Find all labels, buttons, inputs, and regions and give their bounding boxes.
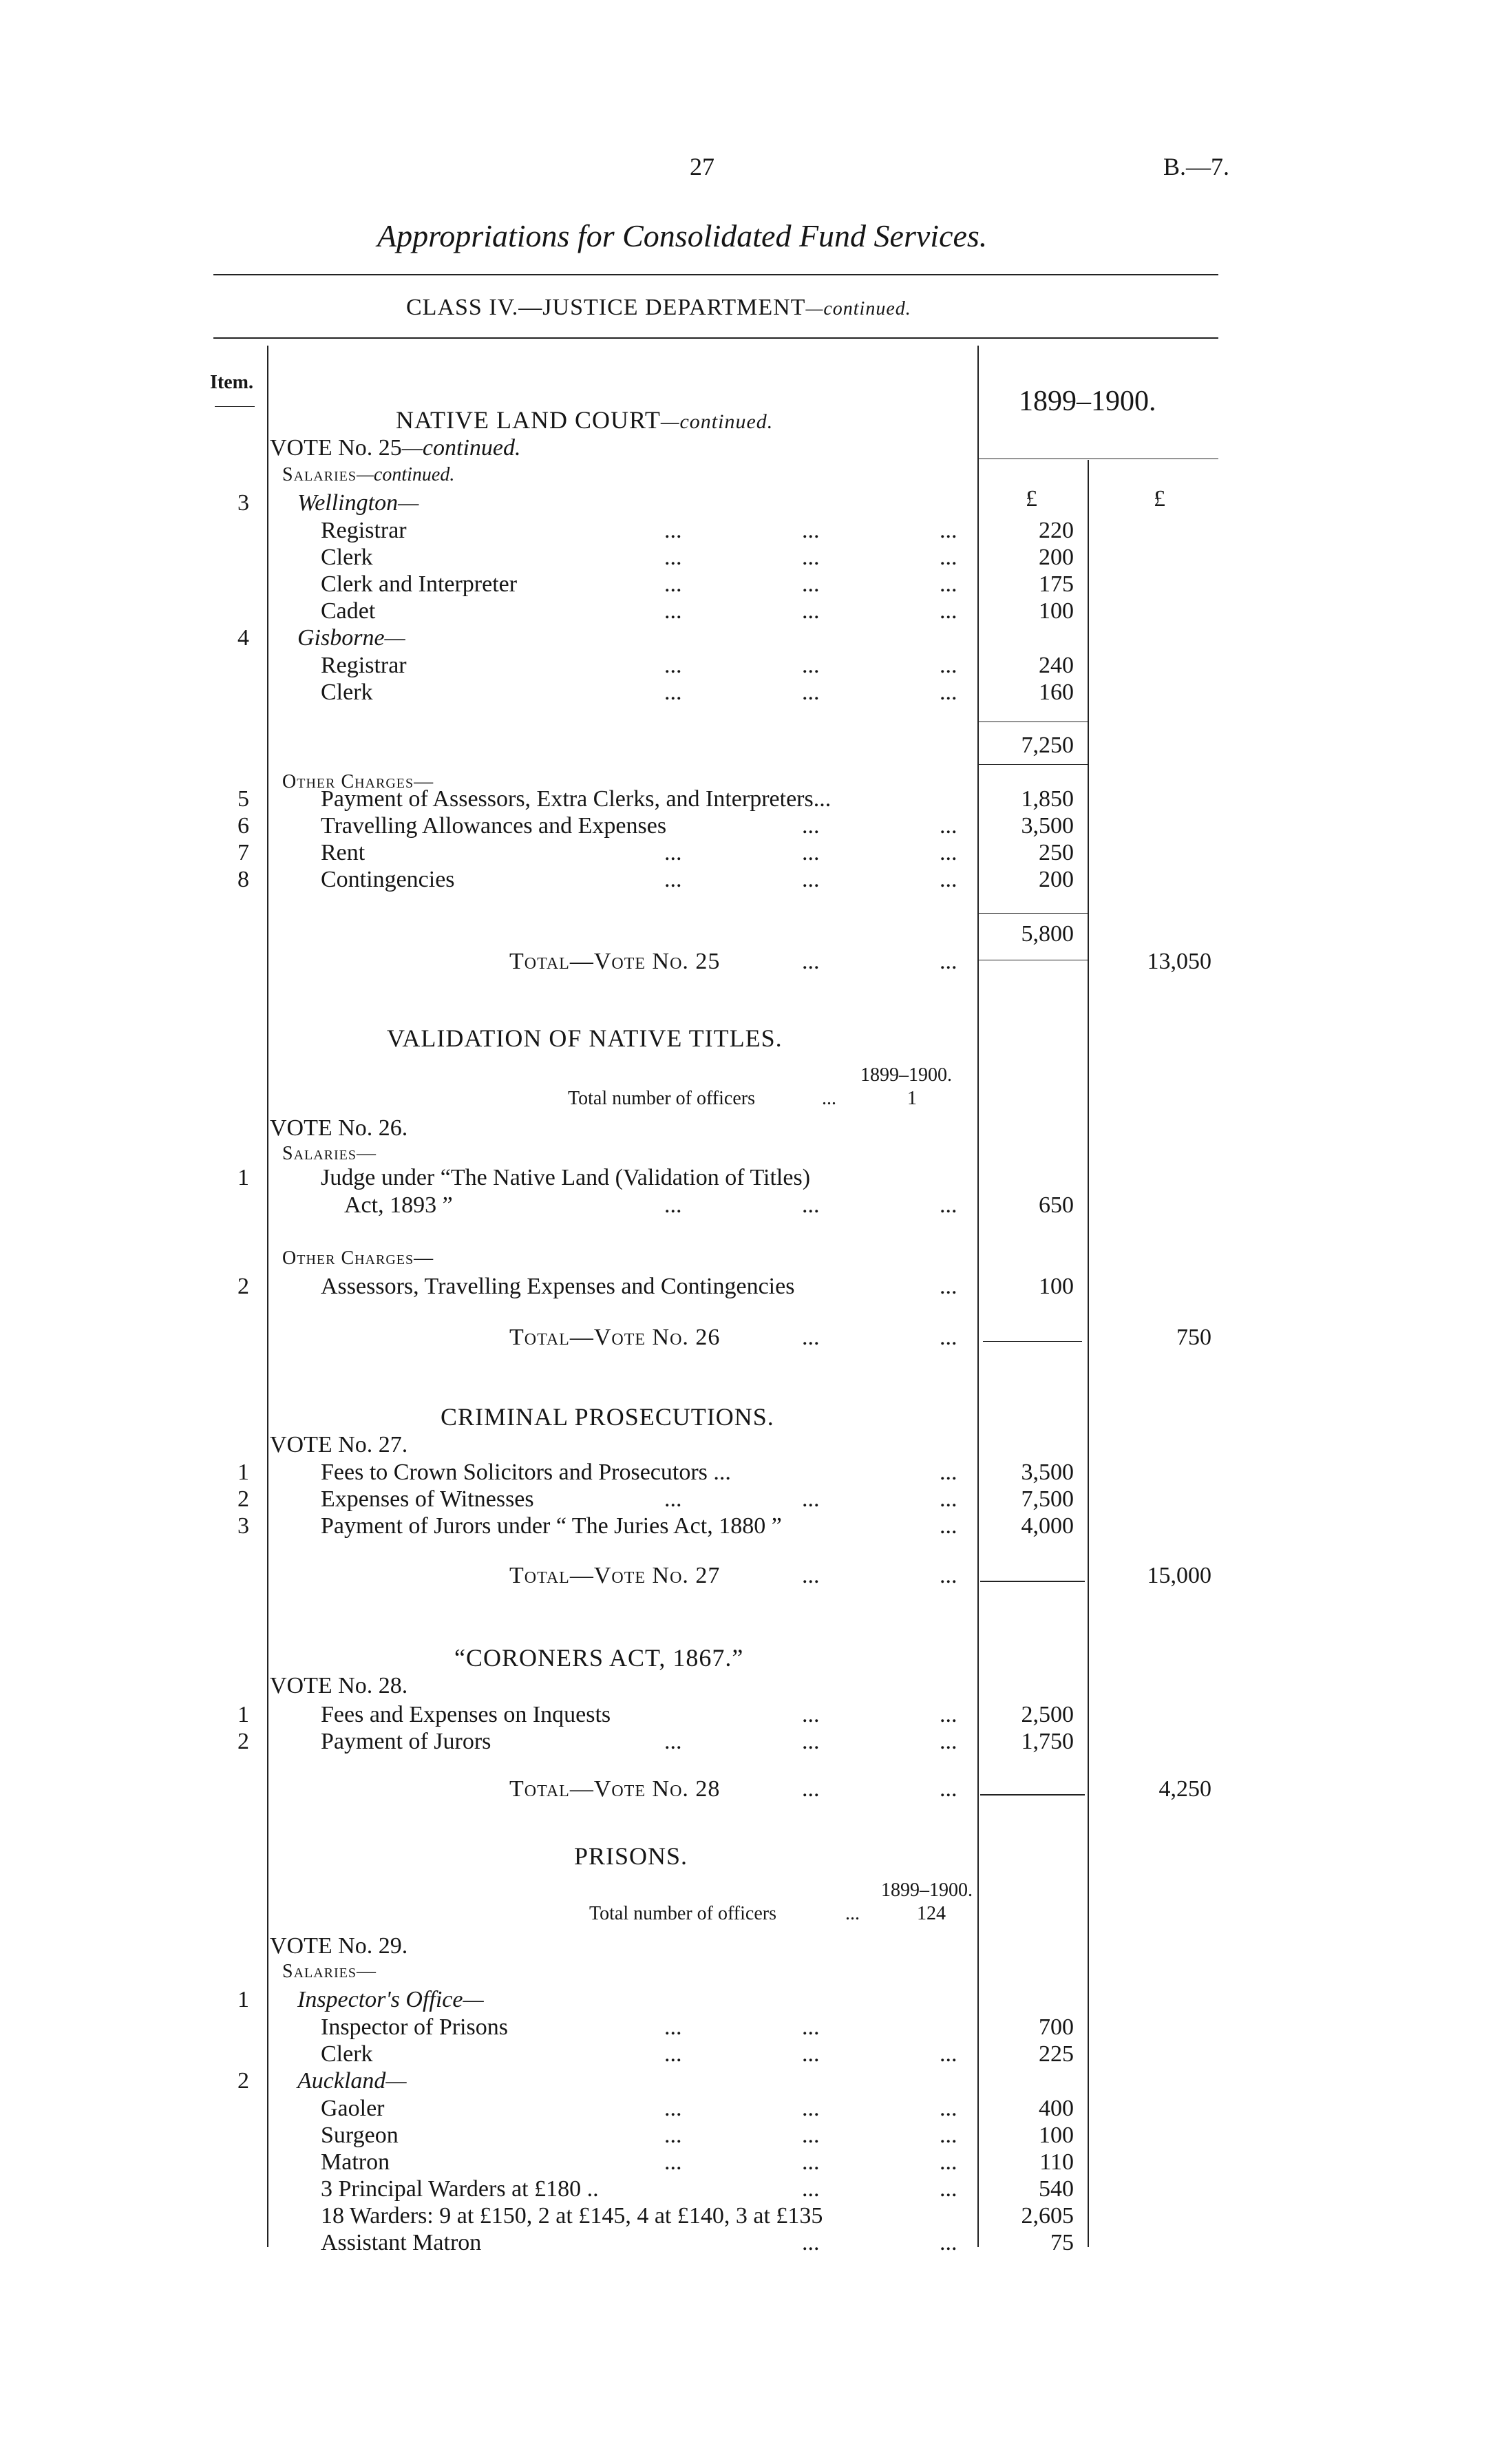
leader-dots: ... <box>664 518 682 543</box>
leader-dots: ... <box>940 518 957 543</box>
line-item-label: Travelling Allowances and Expenses <box>321 813 667 839</box>
leader-dots: ... <box>940 813 957 839</box>
leader-dots: ... <box>940 1729 957 1754</box>
line-item-amount: 4,000 <box>1021 1513 1074 1539</box>
leader-dots: ... <box>802 1729 820 1754</box>
line-item-amount: 160 <box>1039 680 1074 705</box>
subtotal-rule <box>977 764 1088 765</box>
leader-dots: ... <box>940 598 957 624</box>
line-item-amount: 220 <box>1039 518 1074 543</box>
wellington-label: Wellington— <box>297 490 419 516</box>
leader-dots: ... <box>802 1702 820 1727</box>
line-item-label-continued: Act, 1893 ” <box>344 1192 453 1218</box>
item-number: 2 <box>237 1729 249 1754</box>
leader-dots: ... <box>802 2041 820 2067</box>
other-charges-label: Other Charges— <box>282 1247 434 1269</box>
line-item-amount: 110 <box>1039 2149 1074 2175</box>
subtotal-rule <box>980 1794 1085 1796</box>
line-item-label: Clerk <box>321 680 373 705</box>
vote-total-amount: 750 <box>1176 1325 1211 1350</box>
vote-25-label: VOTE No. 25—continued. <box>270 435 521 461</box>
inspectors-office-label: Inspector's Office— <box>297 1987 484 2012</box>
leader-dots: ... <box>802 1325 820 1350</box>
leader-dots: ... <box>664 2041 682 2067</box>
leader-dots: ... <box>802 571 820 597</box>
leader-dots: ... <box>940 1513 957 1539</box>
leader-dots: ... <box>940 1192 957 1218</box>
item-number: 7 <box>237 840 249 865</box>
leader-dots: ... <box>664 545 682 570</box>
vote-total-amount: 15,000 <box>1147 1563 1211 1588</box>
leader-dots: ... <box>664 1192 682 1218</box>
page-title: Appropriations for Consolidated Fund Services. <box>377 218 988 253</box>
leader-dots: ... <box>802 518 820 543</box>
leader-dots: ... <box>802 1192 820 1218</box>
leader-dots: ... <box>802 680 820 705</box>
salaries-label: Salaries—continued. <box>282 464 455 485</box>
leader-dots: ... <box>940 2096 957 2121</box>
vote-total-label: Total—Vote No. 28 <box>509 1776 721 1802</box>
line-item-label: Matron <box>321 2149 390 2175</box>
leader-dots: ... <box>664 867 682 892</box>
line-item-label: Registrar <box>321 518 407 543</box>
officers-year: 1899–1900. <box>860 1064 952 1086</box>
vote-total-amount: 13,050 <box>1147 949 1211 974</box>
leader-dots: ... <box>802 2230 820 2255</box>
item-number: 2 <box>237 2068 249 2094</box>
leader-dots: ... <box>664 571 682 597</box>
year-column-header: 1899–1900. <box>1019 386 1156 417</box>
line-item-amount: 200 <box>1039 867 1074 892</box>
section-heading-validation-of-native-titles: VALIDATION OF NATIVE TITLES. <box>387 1024 783 1052</box>
vote-total-label: Total—Vote No. 26 <box>509 1325 721 1350</box>
line-item-label: Clerk <box>321 545 373 570</box>
leader-dots: ... <box>940 2123 957 2148</box>
class-heading: CLASS IV.—JUSTICE DEPARTMENT—continued. <box>406 295 911 320</box>
item-number: 2 <box>237 1274 249 1299</box>
line-item-amount: 75 <box>1050 2230 1074 2255</box>
line-item-amount: 3,500 <box>1021 813 1074 839</box>
leader-dots: ... <box>664 1729 682 1754</box>
line-item-label: Fees and Expenses on Inquests <box>321 1702 611 1727</box>
line-item-amount: 250 <box>1039 840 1074 865</box>
leader-dots: ... <box>940 545 957 570</box>
leader-dots: ... <box>802 545 820 570</box>
line-item-amount: 3,500 <box>1021 1460 1074 1485</box>
item-number: 3 <box>237 490 249 516</box>
line-item-label: Judge under “The Native Land (Validation of Titles) <box>321 1165 811 1190</box>
leader-dots: ... <box>802 2176 820 2202</box>
leader-dots: ... <box>802 598 820 624</box>
line-item-label: Surgeon <box>321 2123 399 2148</box>
leader-dots: ... <box>940 1460 957 1485</box>
line-item-label: Fees to Crown Solicitors and Prosecutors ... <box>321 1460 731 1485</box>
item-header-rule <box>215 406 255 407</box>
subtotal-rule <box>977 913 1088 914</box>
line-item-amount: 2,500 <box>1021 1702 1074 1727</box>
line-item-amount: 175 <box>1039 571 1074 597</box>
item-column-header: Item. <box>210 372 253 393</box>
officers-count: 1 <box>907 1088 917 1109</box>
item-number: 2 <box>237 1486 249 1512</box>
line-item-label: Inspector of Prisons <box>321 2014 508 2040</box>
leader-dots: ... <box>802 2014 820 2040</box>
line-item-amount: 240 <box>1039 653 1074 678</box>
section-heading-native-land-court: NATIVE LAND COURT—continued. <box>396 406 774 434</box>
line-item-amount: 100 <box>1039 1274 1074 1299</box>
line-item-label: Clerk <box>321 2041 373 2067</box>
vote-total-amount: 4,250 <box>1158 1776 1211 1802</box>
vote-27-label: VOTE No. 27. <box>270 1432 408 1457</box>
item-number: 1 <box>237 1987 249 2012</box>
line-item-amount: 650 <box>1039 1192 1074 1218</box>
officers-count: 124 <box>917 1903 946 1924</box>
document-reference: B.—7. <box>1163 153 1230 180</box>
leader-dots: ... <box>940 949 957 974</box>
officers-label: Total number of officers <box>589 1903 776 1924</box>
line-item-label: Gaoler <box>321 2096 385 2121</box>
leader-dots: ... <box>802 1776 820 1802</box>
leader-dots: ... <box>940 2149 957 2175</box>
officers-year: 1899–1900. <box>881 1879 973 1901</box>
pound-sign-subamount: £ <box>1026 486 1037 512</box>
salaries-label: Salaries— <box>282 1961 377 1982</box>
leader-dots: ... <box>802 653 820 678</box>
leader-dots: ... <box>802 2123 820 2148</box>
class-heading-rule <box>213 337 1218 339</box>
vote-26-label: VOTE No. 26. <box>270 1115 408 1141</box>
subamount-column-rule <box>1088 460 1089 2247</box>
leader-dots: ... <box>664 2123 682 2148</box>
leader-dots: ... <box>664 653 682 678</box>
leader-dots: ... <box>802 949 820 974</box>
other-charges-subtotal: 5,800 <box>1021 921 1074 947</box>
line-item-amount: 400 <box>1039 2096 1074 2121</box>
line-item-amount: 700 <box>1039 2014 1074 2040</box>
item-number: 4 <box>237 625 249 651</box>
leader-dots: ... <box>664 1486 682 1512</box>
leader-dots: ... <box>664 598 682 624</box>
leader-dots: ... <box>940 1776 957 1802</box>
section-heading-criminal-prosecutions: CRIMINAL PROSECUTIONS. <box>441 1403 774 1431</box>
leader-dots: ... <box>822 1088 836 1109</box>
line-item-label: Expenses of Witnesses <box>321 1486 534 1512</box>
vote-total-label: Total—Vote No. 27 <box>509 1563 721 1588</box>
line-item-amount: 200 <box>1039 545 1074 570</box>
line-item-label: Payment of Jurors <box>321 1729 491 1754</box>
line-item-amount: 2,605 <box>1021 2203 1074 2229</box>
line-item-label: Rent <box>321 840 366 865</box>
leader-dots: ... <box>664 2014 682 2040</box>
leader-dots: ... <box>802 840 820 865</box>
line-item-amount: 225 <box>1039 2041 1074 2067</box>
page-number: 27 <box>690 153 714 180</box>
item-column-rule <box>267 346 268 2247</box>
line-item-amount: 100 <box>1039 2123 1074 2148</box>
line-item-label: Assessors, Travelling Expenses and Contingencies <box>321 1274 795 1299</box>
leader-dots: ... <box>940 680 957 705</box>
line-item-label: 3 Principal Warders at £180 .. <box>321 2176 599 2202</box>
item-number: 1 <box>237 1460 249 1485</box>
leader-dots: ... <box>940 571 957 597</box>
line-item-amount: 1,850 <box>1021 786 1074 812</box>
line-item-label: Assistant Matron <box>321 2230 482 2255</box>
line-item-label: Contingencies <box>321 867 455 892</box>
leader-dots: ... <box>802 1486 820 1512</box>
leader-dots: ... <box>664 840 682 865</box>
leader-dots: ... <box>940 1325 957 1350</box>
leader-dots: ... <box>802 2149 820 2175</box>
auckland-label: Auckland— <box>297 2068 407 2094</box>
gisborne-label: Gisborne— <box>297 625 405 651</box>
leader-dots: ... <box>940 1563 957 1588</box>
line-item-amount: 7,500 <box>1021 1486 1074 1512</box>
other-charges-label: Other Charges— <box>282 771 434 792</box>
item-number: 3 <box>237 1513 249 1539</box>
leader-dots: ... <box>940 1486 957 1512</box>
item-number: 6 <box>237 813 249 839</box>
leader-dots: ... <box>940 2176 957 2202</box>
item-number: 1 <box>237 1702 249 1727</box>
pound-sign-total: £ <box>1154 486 1165 512</box>
section-heading-prisons: PRISONS. <box>574 1842 688 1870</box>
subtotal-rule <box>983 1341 1082 1342</box>
leader-dots: ... <box>940 840 957 865</box>
leader-dots: ... <box>940 1702 957 1727</box>
salaries-label: Salaries— <box>282 1143 377 1164</box>
subtotal-rule <box>980 1581 1085 1582</box>
leader-dots: ... <box>664 680 682 705</box>
leader-dots: ... <box>940 653 957 678</box>
leader-dots: ... <box>802 867 820 892</box>
leader-dots: ... <box>664 2149 682 2175</box>
item-number: 8 <box>237 867 249 892</box>
leader-dots: ... <box>802 1563 820 1588</box>
item-number: 5 <box>237 786 249 812</box>
leader-dots: ... <box>940 2041 957 2067</box>
title-rule <box>213 274 1218 275</box>
line-item-label: Payment of Assessors, Extra Clerks, and Interpreters... <box>321 786 832 812</box>
vote-29-label: VOTE No. 29. <box>270 1933 408 1959</box>
line-item-label: Cadet <box>321 598 376 624</box>
line-item-label: Payment of Jurors under “ The Juries Act, 1880 ” <box>321 1513 782 1539</box>
leader-dots: ... <box>664 2096 682 2121</box>
section-heading-coroners-act: “CORONERS ACT, 1867.” <box>454 1644 744 1672</box>
item-number: 1 <box>237 1165 249 1190</box>
salaries-subtotal: 7,250 <box>1021 733 1074 758</box>
line-item-amount: 540 <box>1039 2176 1074 2202</box>
leader-dots: ... <box>940 867 957 892</box>
line-item-label: 18 Warders: 9 at £150, 2 at £145, 4 at £140, 3 at £135 <box>321 2203 823 2229</box>
leader-dots: ... <box>940 1274 957 1299</box>
line-item-label: Clerk and Interpreter <box>321 571 518 597</box>
leader-dots: ... <box>845 1903 860 1924</box>
leader-dots: ... <box>940 2230 957 2255</box>
leader-dots: ... <box>802 2096 820 2121</box>
vote-total-label: Total—Vote No. 25 <box>509 949 721 974</box>
vote-28-label: VOTE No. 28. <box>270 1673 408 1698</box>
line-item-amount: 1,750 <box>1021 1729 1074 1754</box>
officers-label: Total number of officers <box>568 1088 755 1109</box>
line-item-label: Registrar <box>321 653 407 678</box>
line-item-amount: 100 <box>1039 598 1074 624</box>
leader-dots: ... <box>802 813 820 839</box>
